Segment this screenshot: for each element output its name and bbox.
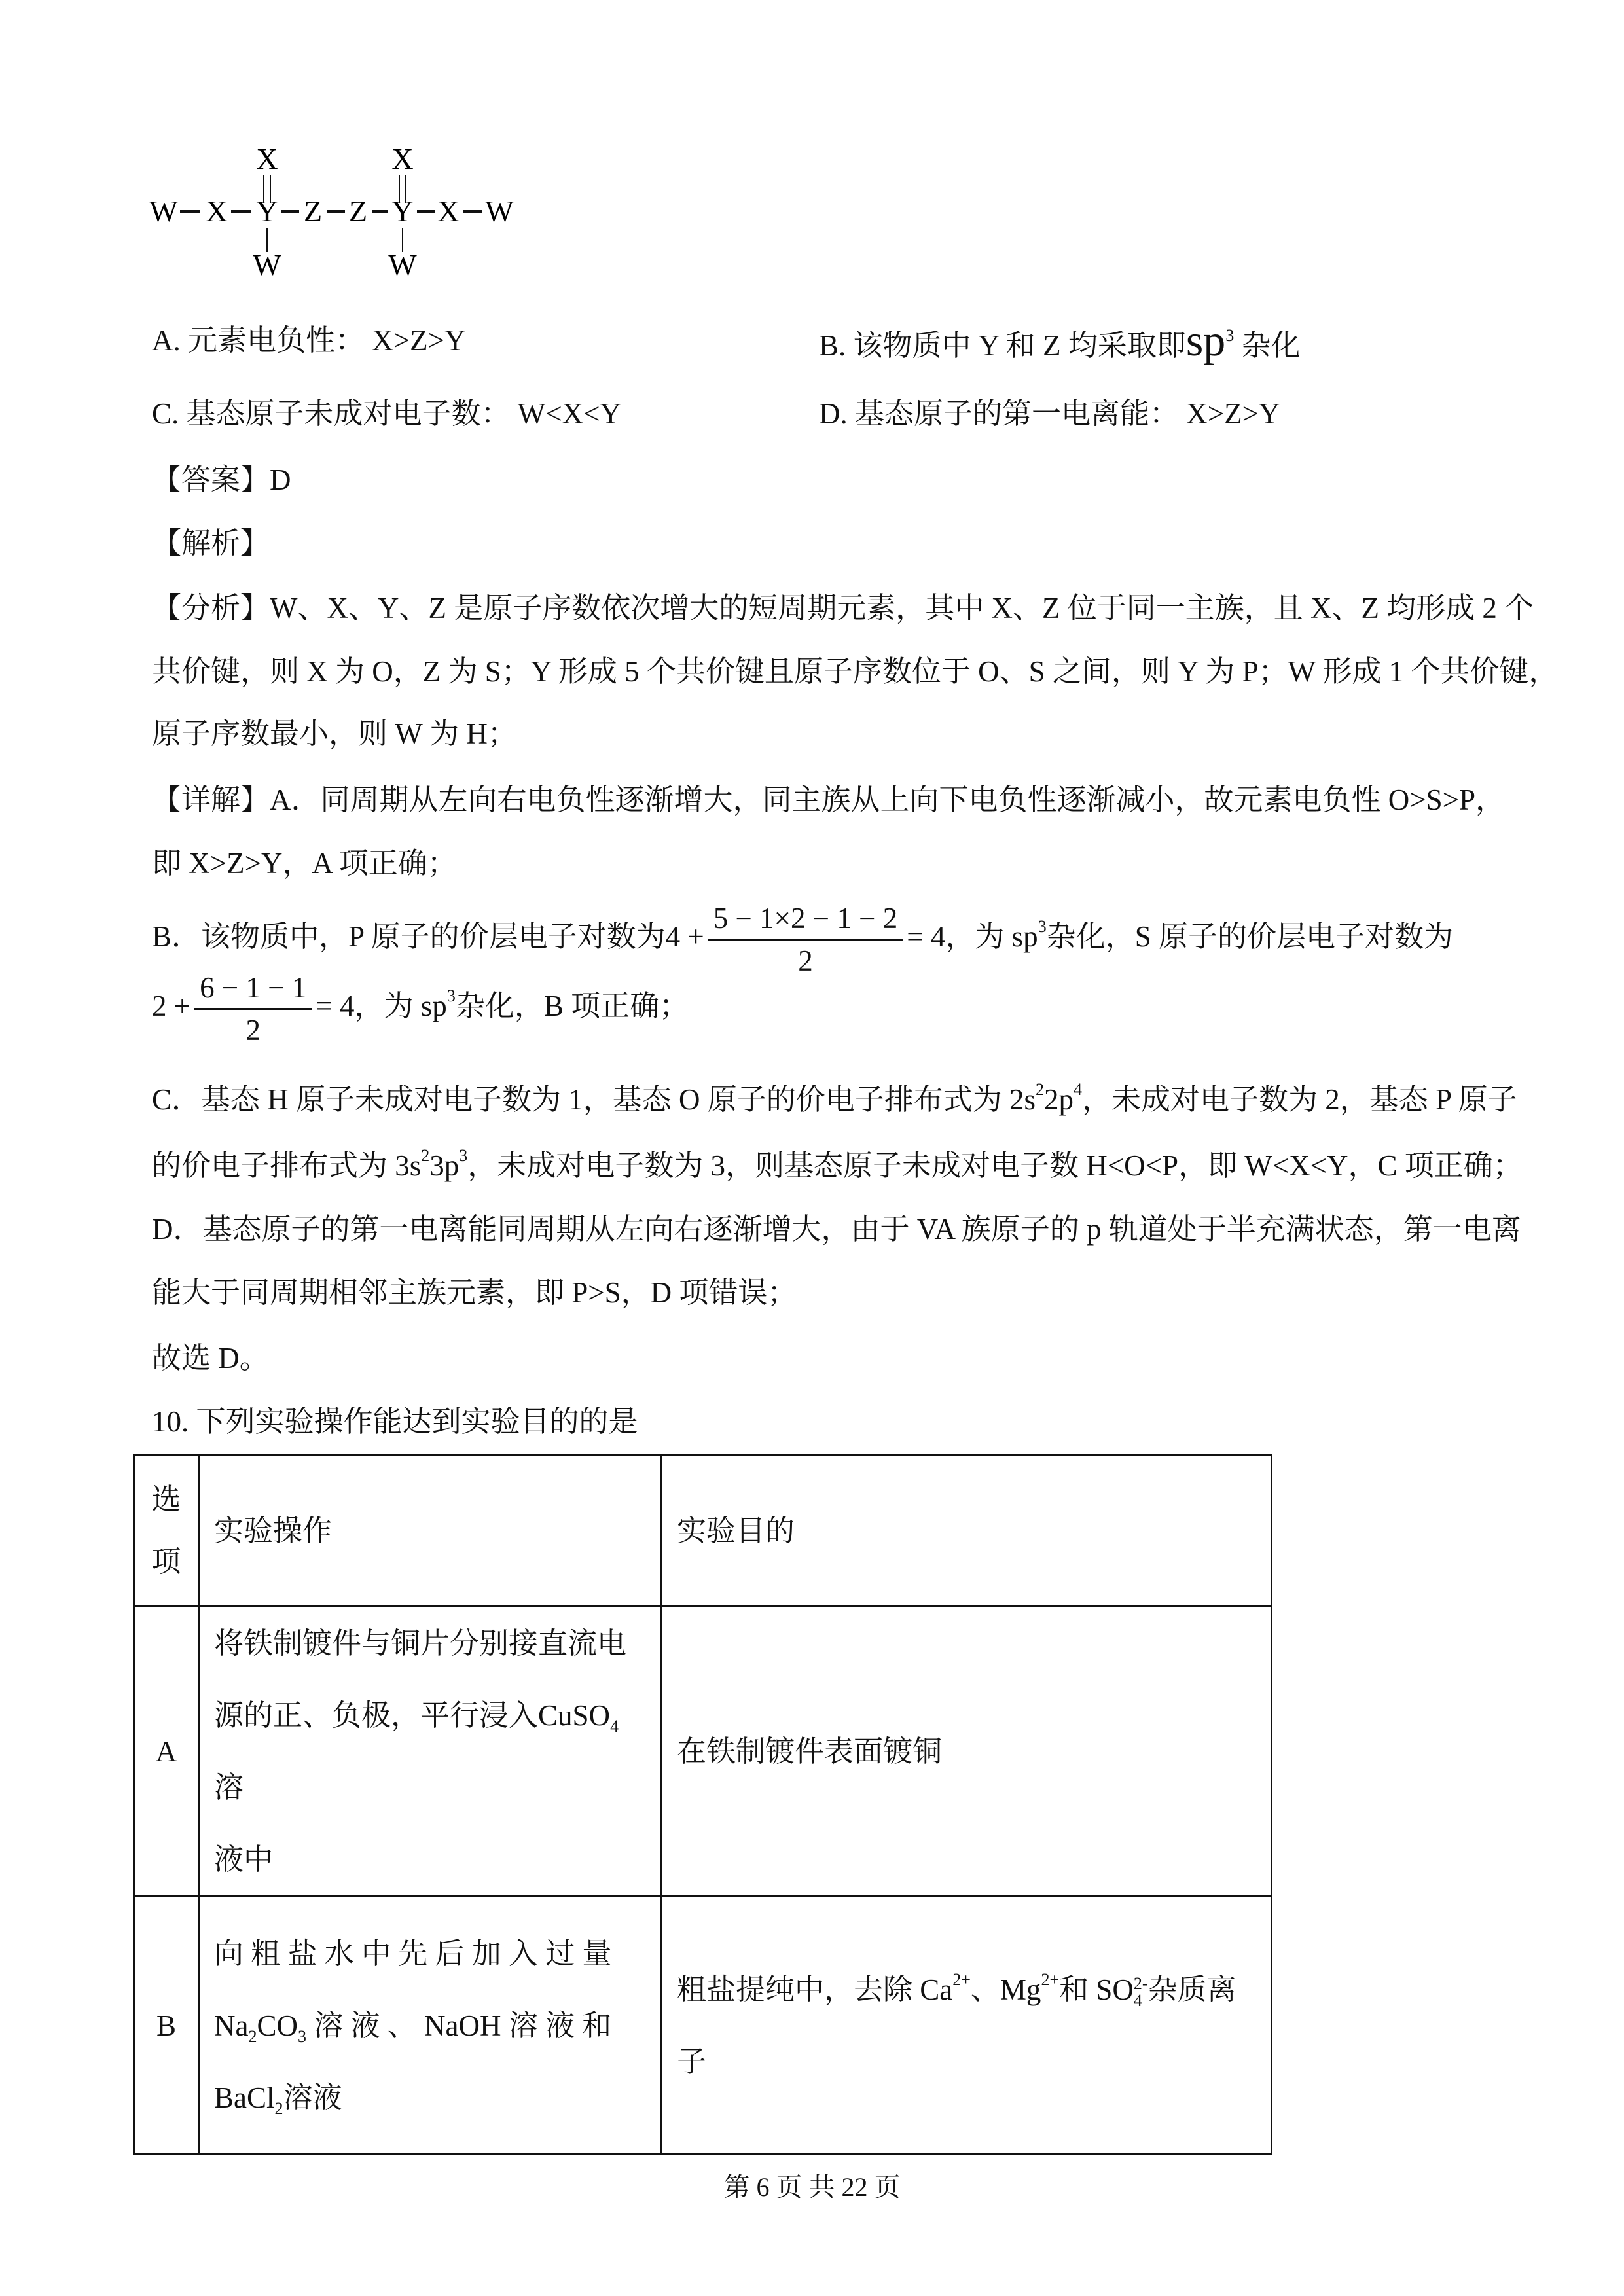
- table-row: [134, 1897, 1272, 2155]
- fraction: $\frac{6 - 1 - 1}{2}$: [194, 967, 312, 1050]
- atom: X: [437, 194, 460, 228]
- atom: Y: [256, 194, 278, 228]
- header-purpose: 实验目的: [662, 1455, 1272, 1607]
- detail-c-line: 的价电子排布式为 $3s^23p^3$，未成对电子数为 3，则基态原子未成对电子数 H<O<P，即 W<X<Y，C 项正确；: [152, 1146, 1523, 1182]
- structural-formula: [147, 131, 540, 288]
- atom: X: [391, 142, 414, 175]
- detail-b-line: 2 + $\frac{6 - 1 - 1}{2}$ = 4，为 $sp^3$杂化，B 项正确；: [152, 967, 689, 1050]
- fraction: $\frac{5 - 1\times 2 - 1 - 2}{2}$: [708, 898, 903, 981]
- row-option: A: [134, 1607, 199, 1897]
- row-purpose: 粗盐提纯中，去除 $Ca^{2+}$、$Mg^{2+}$和 SO2- 4 杂质离 子: [662, 1897, 1272, 2155]
- conclusion: 故选 D。: [152, 1342, 269, 1374]
- detail-d-line: 能大于同周期相邻主族元素，即 P>S，D 项错误；: [152, 1276, 797, 1309]
- detail-c-line: C．基态 H 原子未成对电子数为 1，基态 O 原子的价电子排布式为 $2s^22p^4$，未成对电子数为 2，基态 P 原子: [152, 1080, 1517, 1116]
- option-d: D. 基态原子的第一电离能： X>Z>Y: [819, 397, 1280, 430]
- answer: 【答案】D: [152, 463, 291, 496]
- atom: Y: [391, 194, 414, 228]
- analysis-line: 原子序数最小，则 W 为 H；: [152, 717, 517, 750]
- atom: W: [388, 248, 417, 281]
- atom: W: [485, 194, 514, 228]
- experiment-table: [133, 1454, 1272, 2155]
- analysis-line: 共价键，则 X 为 O，Z 为 S；Y 形成 5 个共价键且原子序数位于 O、S 之间，则 Y 为 P；W 形成 1 个共价键，: [152, 655, 1559, 688]
- option-b: B. 该物质中 Y 和 Z 均采取即$sp^3$ 杂化: [819, 315, 1301, 365]
- table-header: [134, 1455, 1272, 1607]
- question-10: 10. 下列实验操作能达到实验目的的是: [152, 1405, 638, 1438]
- atom: Z: [303, 194, 323, 228]
- page-footer: 第 6 页 共 22 页: [723, 2172, 901, 2202]
- header-operation: 实验操作: [199, 1455, 662, 1607]
- option-a: A. 元素电负性： X>Z>Y: [152, 324, 466, 357]
- analysis-line: 【分析】W、X、Y、Z 是原子序数依次增大的短周期元素，其中 X、Z 位于同一主族，且 X、Z 均形成 2 个: [152, 592, 1534, 624]
- row-purpose: 在铁制镀件表面镀铜: [662, 1607, 1272, 1897]
- detail-a-line: 【详解】A．同周期从左向右电负性逐渐增大，同主族从上向下电负性逐渐减小，故元素电负性 O>S>P，: [152, 783, 1506, 816]
- atom: W: [253, 248, 281, 281]
- table-row: [134, 1607, 1272, 1897]
- detail-d-line: D．基态原子的第一电离能同周期从左向右逐渐增大，由于 VA 族原子的 p 轨道处于半充满状态，第一电离: [152, 1213, 1521, 1246]
- row-option: B: [134, 1897, 199, 2155]
- header-option: 选 项: [134, 1455, 199, 1607]
- row-operation: 向 粗 盐 水 中 先 后 加 入 过 量 $Na_2CO_3$ 溶 液 、 NaOH 溶 液 和 BaCl$_2$溶液: [199, 1897, 662, 2155]
- solution-heading: 【解析】: [152, 527, 270, 560]
- atom: W: [149, 194, 178, 228]
- option-c: C. 基态原子未成对电子数： W<X<Y: [152, 397, 622, 430]
- row-operation: 将铁制镀件与铜片分别接直流电 源的正、负极，平行浸入CuSO$_4$溶 液中: [199, 1607, 662, 1897]
- detail-b-line: B．该物质中，P 原子的价层电子对数为4 + $\frac{5 - 1\times 2 - 1 - 2}{2}$ = 4，为 $sp^3$杂化，S 原子的价层电子对数为: [152, 898, 1453, 981]
- atom: X: [206, 194, 228, 228]
- atom: Z: [348, 194, 368, 228]
- atom: X: [256, 142, 278, 175]
- detail-a-line: 即 X>Z>Y，A 项正确；: [152, 847, 457, 880]
